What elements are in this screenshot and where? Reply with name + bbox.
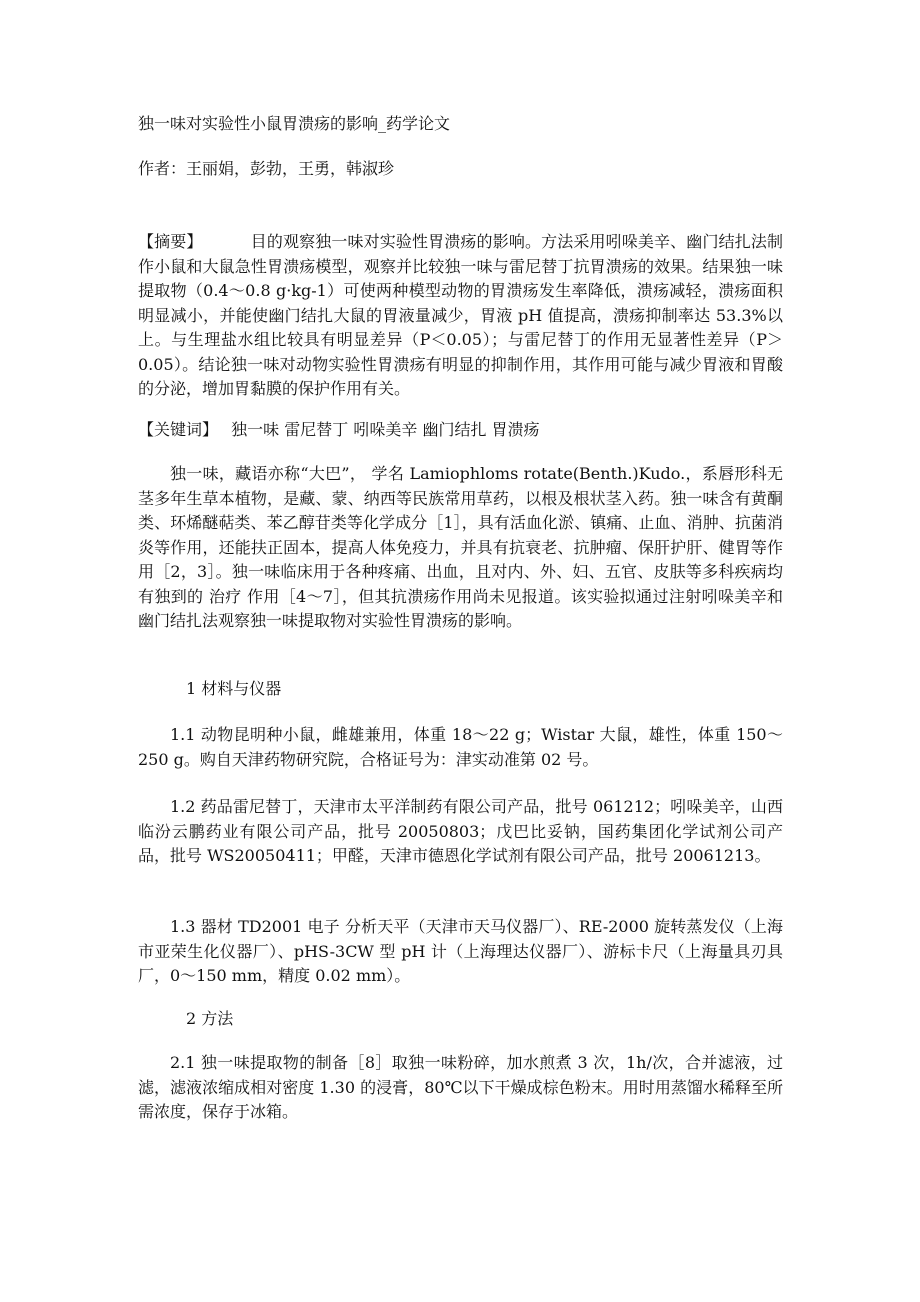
paragraph-1-3: 1.3 器材 TD2001 电子 分析天平（天津市天马仪器厂）、RE-2000 旋转蒸发仪（上海市亚荣生化仪器厂）、pHS-3CW 型 pH 计（上海理达仪器厂）、游标卡尺（上海量具刃具厂，0～150 mm，精度 0.02 mm）。	[138, 917, 783, 985]
keyword-item: 吲哚美辛	[353, 420, 418, 439]
keywords-label: 【关键词】	[138, 420, 219, 439]
authors-label: 作者：	[138, 159, 187, 178]
paragraph-1-2: 1.2 药品雷尼替丁，天津市太平洋制药有限公司产品，批号 061212；吲哚美辛，山西临汾云鹏药业有限公司产品，批号 20050803；戊巴比妥钠，国药集团化学试剂公司产品，批号 WS20050411；甲醛，天津市德恩化学试剂有限公司产品，批号 20061213。	[138, 797, 783, 865]
keyword-item: 幽门结扎	[422, 420, 487, 439]
section-heading-methods: 2 方法	[186, 1009, 234, 1028]
authors-line	[138, 157, 783, 182]
authors-names: 王丽娟，彭勃，王勇，韩淑珍	[186, 159, 395, 178]
section-heading-materials: 1 材料与仪器	[186, 679, 282, 698]
abstract-text: 目的观察独一味对实验性胃溃疡的影响。方法采用吲哚美辛、幽门结扎法制作小鼠和大鼠急性胃溃疡模型，观察并比较独一味与雷尼替丁抗胃溃疡的效果。结果独一味提取物（0.4～0.8 g·kg-1）可使两种模型动物的胃溃疡发生率降低，溃疡减轻，溃疡面积明显减小，并能使幽门结扎大鼠的胃液量减少，胃液 pH 值提高，溃疡抑制率达 53.3%以上。与生理盐水组比较具有明显差异（P＜0.05）；与雷尼替丁的作用无显著性差异（P＞0.05）。结论独一味对动物实验性胃溃疡有明显的抑制作用，其作用可能与减少胃液和胃酸的分泌，增加胃黏膜的保护作用有关。	[138, 232, 783, 398]
intro-paragraph: 独一味，藏语亦称“大巴”， 学名 Lamiophloms rotate(Benth.)Kudo.，系唇形科无茎多年生草本植物，是藏、蒙、纳西等民族常用草药，以根及根状茎入药。独一味含有黄酮类、环烯醚萜类、苯乙醇苷类等化学成分［1］，具有活血化淤、镇痛、止血、消肿、抗菌消炎等作用，还能扶正固本，提高人体免疫力，并具有抗衰老、抗肿瘤、保肝护肝、健胃等作用［2，3］。独一味临床用于各种疼痛、出血，且对内、外、妇、五官、皮肤等多科疾病均有独到的 治疗 作用［4～7］，但其抗溃疡作用尚未见报道。该实验拟通过注射吲哚美辛和幽门结扎法观察独一味提取物对实验性胃溃疡的影响。	[138, 464, 783, 630]
abstract	[138, 230, 783, 402]
abstract-label: 【摘要】	[138, 232, 203, 251]
paragraph-1-1: 1.1 动物昆明种小鼠，雌雄兼用，体重 18～22 g；Wistar 大鼠，雄性，体重 150～250 g。购自天津药物研究院，合格证号为：津实动准第 02 号。	[138, 725, 783, 769]
keyword-item: 雷尼替丁	[284, 420, 349, 439]
document-title: 独一味对实验性小鼠胃溃疡的影响_药学论文	[138, 114, 451, 133]
paragraph-2-1: 2.1 独一味提取物的制备［8］取独一味粉碎，加水煎煮 3 次，1h/次，合并滤液，过滤，滤液浓缩成相对密度 1.30 的浸膏，80℃以下干燥成棕色粉末。用时用蒸馏水稀释至所需浓度，保存于冰箱。	[138, 1053, 783, 1121]
keywords-line	[138, 418, 783, 443]
keyword-item: 胃溃疡	[491, 420, 540, 439]
keyword-item: 独一味	[231, 420, 280, 439]
